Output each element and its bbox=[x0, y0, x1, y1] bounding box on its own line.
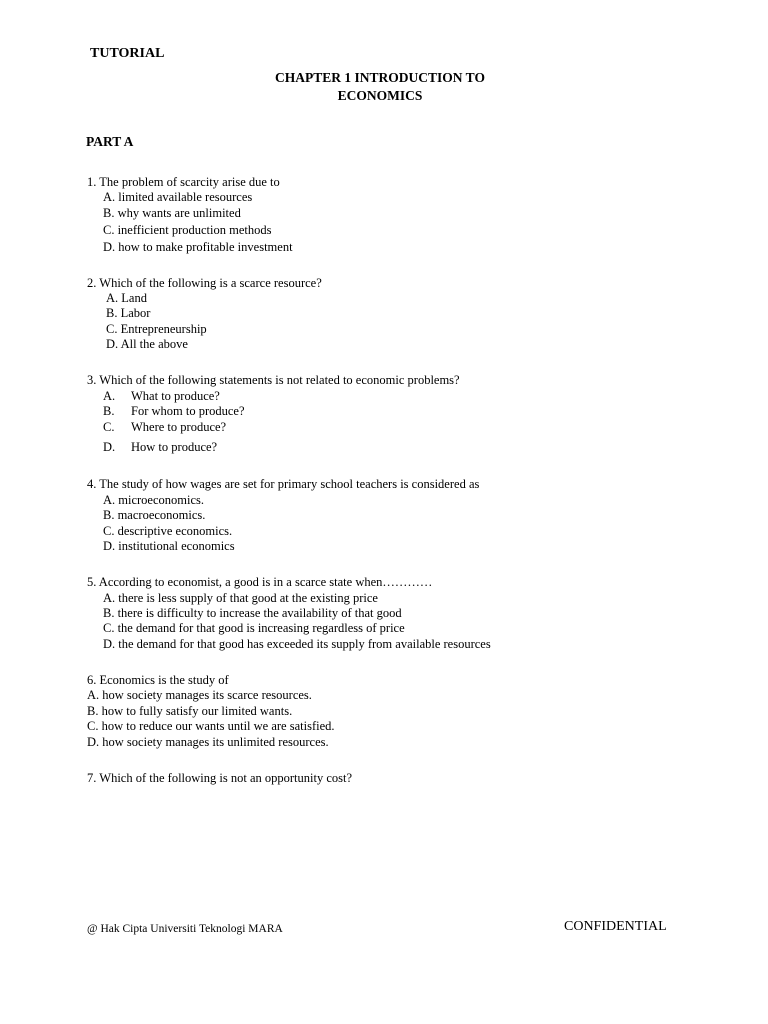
chapter-title-line1: CHAPTER 1 INTRODUCTION TO bbox=[275, 70, 485, 85]
question-2-option-b: B. Labor bbox=[106, 306, 151, 320]
footer-confidential: CONFIDENTIAL bbox=[564, 919, 667, 934]
question-4-option-b: B. macroeconomics. bbox=[103, 508, 206, 522]
question-1-option-a: A. limited available resources bbox=[103, 190, 253, 204]
question-4-option-a: A. microeconomics. bbox=[103, 493, 205, 507]
question-2-stem: 2. Which of the following is a scarce resource? bbox=[87, 276, 322, 290]
question-1-option-d: D. how to make profitable investment bbox=[103, 240, 293, 254]
question-1-stem: 1. The problem of scarcity arise due to bbox=[87, 175, 280, 189]
part-heading: PART A bbox=[86, 134, 134, 149]
question-7-stem: 7. Which of the following is not an opportunity cost? bbox=[87, 771, 353, 785]
question-5-option-c: C. the demand for that good is increasing regardless of price bbox=[103, 621, 405, 635]
question-5-option-d: D. the demand for that good has exceeded its supply from available resources bbox=[103, 637, 491, 651]
option-text: For whom to produce? bbox=[131, 404, 245, 418]
question-2-option-a: A. Land bbox=[106, 291, 147, 305]
option-text: What to produce? bbox=[131, 389, 220, 403]
option-letter: C. bbox=[103, 420, 115, 434]
footer-copyright: @ Hak Cipta Universiti Teknologi MARA bbox=[87, 923, 283, 935]
option-letter: A. bbox=[103, 389, 116, 403]
question-4-option-c: C. descriptive economics. bbox=[103, 524, 233, 538]
question-6-option-b: B. how to fully satisfy our limited wants. bbox=[87, 704, 293, 718]
question-6-option-d: D. how society manages its unlimited resources. bbox=[87, 735, 329, 749]
question-5-option-b: B. there is difficulty to increase the availability of that good bbox=[103, 606, 402, 620]
chapter-title-line2: ECONOMICS bbox=[337, 88, 423, 103]
option-letter: D. bbox=[103, 440, 116, 454]
question-1-option-b: B. why wants are unlimited bbox=[103, 206, 241, 220]
question-6-stem: 6. Economics is the study of bbox=[87, 673, 229, 687]
question-2-option-c: C. Entrepreneurship bbox=[106, 322, 207, 336]
question-4-option-d: D. institutional economics bbox=[103, 539, 235, 553]
option-text: How to produce? bbox=[131, 440, 218, 454]
tutorial-heading: TUTORIAL bbox=[90, 46, 165, 61]
option-text: Where to produce? bbox=[131, 420, 227, 434]
question-5-option-a: A. there is less supply of that good at the existing price bbox=[103, 591, 378, 605]
question-3-option-c bbox=[103, 420, 226, 436]
question-5-stem: 5. According to economist, a good is in a scarce state when………… bbox=[87, 575, 433, 589]
option-letter: B. bbox=[103, 404, 115, 418]
question-1-option-c: C. inefficient production methods bbox=[103, 223, 272, 237]
question-2-option-d: D. All the above bbox=[106, 337, 188, 351]
question-6-option-c: C. how to reduce our wants until we are satisfied. bbox=[87, 719, 335, 733]
question-3-option-d bbox=[103, 440, 217, 456]
question-4-stem: 4. The study of how wages are set for primary school teachers is considered as bbox=[87, 477, 480, 491]
question-3-stem: 3. Which of the following statements is not related to economic problems? bbox=[87, 373, 460, 387]
question-3-option-b bbox=[103, 404, 245, 420]
question-3-option-a bbox=[103, 389, 220, 405]
question-6-option-a: A. how society manages its scarce resources. bbox=[87, 688, 312, 702]
